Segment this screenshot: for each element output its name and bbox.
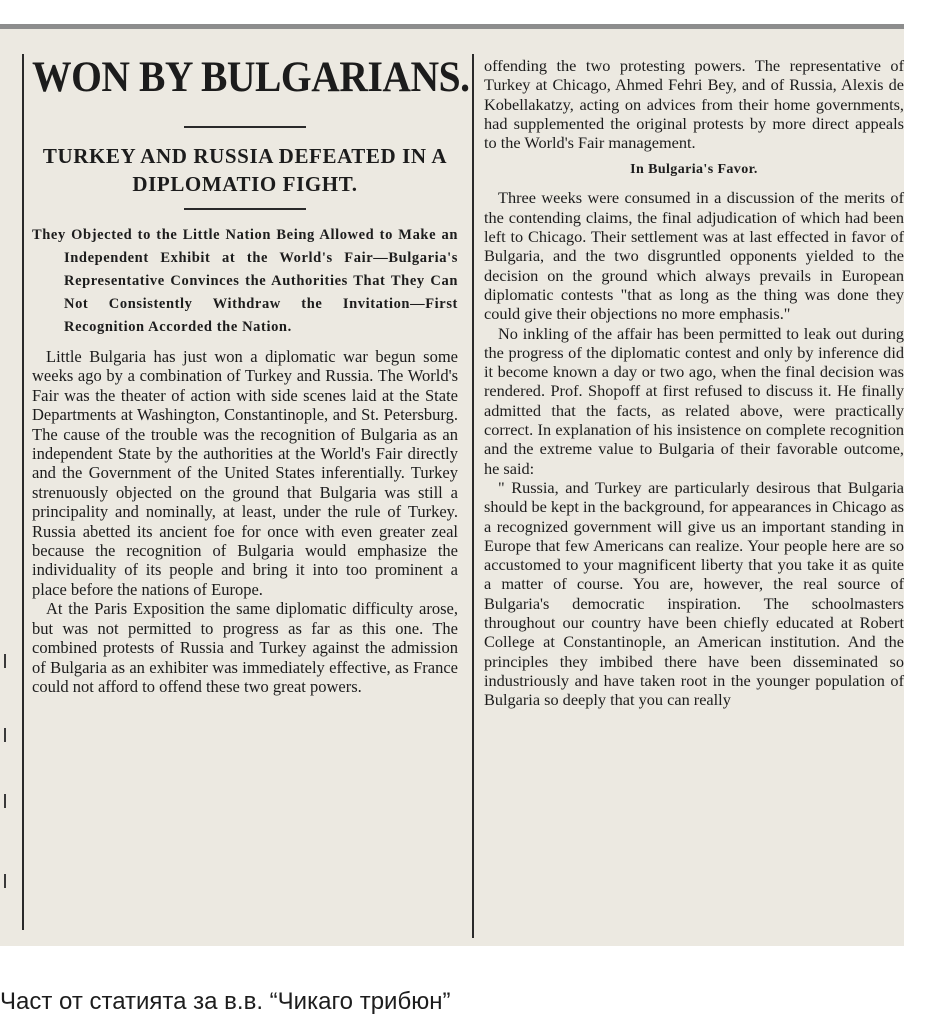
article-column-right bbox=[484, 56, 904, 710]
body-paragraph-continued: offending the two protesting powers. The representative of Turkey at Chicago, Ahmed Fehri Bey, and of Russia, Alexis de Kobellakatzy, acting on advices from their home governments, had supplemented the original protests by more direct appeals to the World's Fair management. bbox=[484, 56, 904, 153]
body-paragraph: Three weeks were consumed in a discussion of the merits of the contending claims, the final adjudication of which had been left to Chicago. Their settlement was at last effected in favor of Bulgaria, and the two disgruntled opponents yielded to the decision on the ground which always prevails in European diplomatic contests "that as long as the thing was done they could give their objections no more emphasis." bbox=[484, 188, 904, 324]
margin-mark bbox=[4, 874, 6, 888]
body-paragraph: Little Bulgaria has just won a diplomatic war begun some weeks ago by a combination of Turkey and Russia. The World's Fair was the theater of action with side scenes laid at the State Departments at Washington, Constantinople, and St. Petersburg. The cause of the trouble was the recognition of Bulgaria as an independent State by the authorities at the World's Fair directly and the Government of the United States inferentially. Turkey strenuously objected on the ground that Bulgaria was still a principality and nominally, at least, under the rule of Turkey. Russia abetted its ancient foe for once with even greater zeal because the recognition of Bulgaria would emphasize the individuality of its people and bring it into too prominent a place before the nations of Europe. bbox=[32, 347, 458, 599]
article-deck: They Objected to the Little Nation Being Allowed to Make an Independent Exhibit at the World's Fair—Bulgaria's Representative Convinces the Authorities That They Can Not Consistently Withdraw the Invitation—First Recognition Accorded the Nation. bbox=[32, 227, 458, 335]
article-subhead: TURKEY AND RUSSIA DEFEATED IN A DIPLOMATIO FIGHT. bbox=[42, 144, 448, 196]
article-column-left bbox=[32, 54, 470, 696]
margin-mark bbox=[4, 794, 6, 808]
margin-mark bbox=[4, 654, 6, 668]
column-rule-left bbox=[22, 54, 24, 930]
subhead-divider bbox=[184, 208, 306, 210]
body-paragraph: " Russia, and Turkey are particularly desirous that Bulgaria should be kept in the background, for appearances in Chicago as a recognized government will give us an important standing in Europe that few Americans can realize. Your people here are so accustomed to your magnificent liberty that you take it as quite a matter of course. You are, however, the real source of Bulgaria's democratic inspiration. The schoolmasters throughout our country have been chiefly educated at Robert College at Constantinople, an American institution. And the principles they imbibed there have been disseminated so industriously and have taken root in the younger population of Bulgaria so deeply that you can really bbox=[484, 477, 905, 710]
article-headline: WON BY BULGARIANS. bbox=[32, 54, 470, 101]
newspaper-clipping bbox=[0, 24, 904, 946]
image-caption: Част от статията за в.в. “Чикаго трибюн” bbox=[0, 988, 451, 1015]
page-top-band bbox=[0, 0, 944, 24]
caption-band bbox=[0, 946, 944, 1015]
headline-divider bbox=[184, 126, 306, 128]
column-rule-middle bbox=[472, 54, 474, 938]
margin-mark bbox=[4, 728, 6, 742]
body-paragraph: No inkling of the affair has been permitted to leak out during the progress of the diplomatic contest and only by inference did it become known a day or two ago, when the final decision was rendered. Prof. Shopoff at first refused to discuss it. He finally admitted that the facts, as related above, were practically correct. In explanation of his insistence on complete recognition and the extreme value to Bulgaria of their favorable outcome, he said: bbox=[484, 323, 904, 478]
section-heading: In Bulgaria's Favor. bbox=[630, 162, 758, 178]
body-paragraph: At the Paris Exposition the same diplomatic difficulty arose, but was not permitted to progress as far as this one. The combined protests of Russia and Turkey against the admission of Bulgaria as an exhibiter was immediately effective, as France could not afford to offend these two great powers. bbox=[32, 599, 458, 696]
